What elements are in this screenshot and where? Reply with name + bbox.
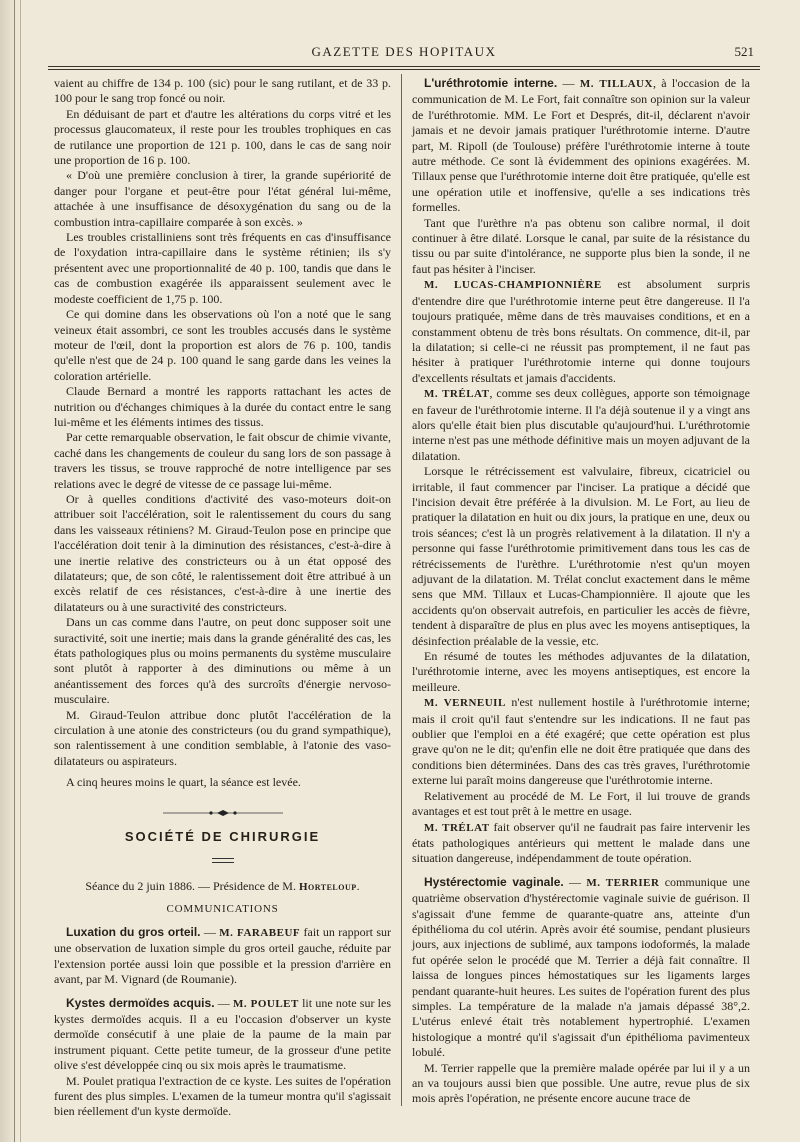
speaker-name: M. TERRIER [586,876,660,889]
paragraph: En déduisant de part et d'autre les altérations du corps vitré et les processus glaucomateux, il reste pour les troubles trophiques en cas de rutilance une proportion de 121 p. 100, dans le cas de sang noir une proportion de 16 p. 100. [54,106,391,168]
paragraph: Les troubles cristalliniens sont très fréquents en cas d'insuffisance de l'oxydation intra-capillaire dans le système rétinien; ils s'y présentent avec une proportionnalité de 40 p. 100, tandis que dans le cas de combustion exagérée ils apparaissent seulement avec le modeste coefficient de 1,75 p. 100. [54,230,391,306]
article-title: L'uréthrotomie interne. [424,76,558,90]
paragraph: « D'où une première conclusion à tirer, la grande supériorité de danger pour l'organe et peut-être pour l'état général lui-même, attachée à une insuffisance de désoxygénation du sang ou de la combustion intra-capillaire comparée à son excès. » [54,168,391,229]
header-rule-2 [48,69,760,70]
journal-title: GAZETTE DES HOPITAUX [311,44,497,59]
page-binding-edge [0,0,21,1142]
paragraph: Or à quelles conditions d'activité des vaso-moteurs doit-on attribuer soit l'accélération, soit le ralentissement du cours du sang dans les vaisseaux rétiniens? M. Giraud-Teulon pose en principe que l'accélération doit tenir à la diminution des résistances, c'est-à-dire à une inertie relative des constricteurs ou à un état opposé des dilatateurs; que, de son côté, le ralentissement doit être attribué à un excès relatif de ces résistances, c'est-à-dire à une inertie des dilatateurs ou à une suractivité des constricteurs. [54,491,391,614]
article-title: Kystes dermoïdes acquis. [66,995,215,1010]
speaker-name: M. TRÉLAT [424,821,490,834]
page-header [48,40,760,64]
speaker-name: M. LUCAS-CHAMPIONNIÈRE [424,279,602,292]
paragraph: vaient au chiffre de 134 p. 100 (sic) pour le sang rutilant, et de 33 p. 100 pour le sang trop foncé ou noir. [54,76,391,106]
paragraph-verneuil: M. VERNEUIL n'est nullement hostile à l'uréthrotomie interne; mais il croit qu'il faut s'entendre sur les indications. Il ne faut pas oublier que l'emploi en a été exagéré; que cette opération est plus grave qu'on ne le dit; qu'enfin elle ne doit être pratiquée que dans des conditions bien déterminées. Dans des cas très graves, l'uréthrotomie externe lui paraît moins dangereuse que l'uréthrotomie interne. [412,695,750,788]
president-name: Horteloup [298,881,357,894]
section-ornament [163,809,283,817]
column-separator [401,74,402,1106]
article-title: Hystérectomie vaginale. [424,874,564,889]
header-rule [48,66,760,67]
speaker-name: M. FARABEUF [219,926,301,939]
article-urethrotomie: L'uréthrotomie interne. — M. TILLAUX, à l'occasion de la communication de M. Le Fort, fait connaître son opinion sur la valeur de l'uréthrotomie. MM. Le Fort et Després, dit-il, déclarent n'avoir jamais et ne devoir jamais pratiquer l'uréthrotomie interne. D'autre part, M. Ripoll (de Toulouse) préfère l'uréthrotomie interne à toute autre méthode. Ce sont là évidemment des opinions exagérées. M. Tillaux pense que l'uréthrotomie interne doit être pratiquée, qu'elle est une opération utile et inoffensive, qu'elle a ses indications très formelles. [412,76,751,215]
speaker-name: M. VERNEUIL [424,697,506,710]
society-heading: SOCIÉTÉ DE CHIRURGIE [124,828,321,844]
paragraph: M. Terrier rappelle que la première malade opérée par lui il y a un an va toujours aussi bien que possible. Une autre, revue plus de six mois après l'opération, ne présente encore aucune trace de [412,1060,750,1106]
article-kystes: Kystes dermoïdes acquis. — M. POULET lit une note sur les kystes dermoïdes acquis. Il a eu l'occasion d'observer un kyste dermoïde consécutif à une plaie de la paume de la main par instrument piquant. Cette petite tumeur, de la grosseur d'une petite olive s'est développée cinq ou six mois après le traumatisme. [54,995,392,1073]
session-line: Séance du 2 juin 1886. — Présidence de M. Horteloup. [85,879,360,894]
paragraph: En résumé de toutes les méthodes adjuvantes de la dilatation, l'uréthrotomie interne, avec les moyens antiseptiques, est encore la meilleure. [412,649,750,694]
paragraph: Par cette remarquable observation, le fait obscur de chimie vivante, caché dans les changements de couleur du sang lors de son passage à travers les tissus, se trouve rapproché de notre intelligence par ses relations avec le degré de vitesse de ce passage lui-même. [54,430,391,491]
speaker-name: M. TRÉLAT [424,388,490,401]
paragraph: A cinq heures moins le quart, la séance est levée. [66,775,301,790]
paragraph: Claude Bernard a montré les rapports rattachant les actes de nutrition ou d'échanges chimiques à la durée du contact entre le sang lui-même et les éléments intimes des tissus. [54,384,391,429]
paragraph: Relativement au procédé de M. Le Fort, il lui trouve de grands avantages et est tout prêt à le mettre en usage. [412,788,750,819]
paragraph-trelat: M. TRÉLAT, comme ses deux collègues, apporte son témoignage en faveur de l'uréthrotomie interne. Il l'a déjà soutenue il y a vingt ans alors qu'elle était bien plus discutable qu'aujourd'hui. L'uréthrotomie interne n'est pas une méthode définitive mais un moyen adjuvant de la dilatation. [412,386,750,463]
paragraph: Ce qui domine dans les observations où l'on a noté que le sang veineux était assombri, ce sont les troubles accusés dans le système moteur de l'œil, dont la proportion est alors de 76 p. 100, tandis qu'elle n'est que de 24 p. 100 quand le sang garde dans les veines la coloration artérielle. [54,307,391,383]
paragraph-trelat-2: M. TRÉLAT fait observer qu'il ne faudrait pas faire intervenir les états pathologiques antérieurs qui mettent le malade dans une situation dangereuse, indépendamment de toute opération. [412,819,750,866]
paragraph-lucas: M. LUCAS-CHAMPIONNIÈRE est absolument surpris d'entendre dire que l'uréthrotomie interne peut être dangereuse. Il l'a toujours pratiquée, même dans de très mauvaises conditions, et en a constamment obtenu de très bons résultats. On commence, dit-il, par la dilatation; si celle-ci ne réussit pas promptement, il ne faut pas hésiter à pratiquer l'uréthrotomie interne qui donne toujours d'excellents résultats et jamais d'accidents. [412,277,750,385]
communications-heading: COMMUNICATIONS [166,902,279,915]
paragraph: Lorsque le rétrécissement est valvulaire, fibreux, cicatriciel ou irritable, il faut commencer par l'inciser. La pratique a décidé que l'incision devait être préférée à la divulsion. M. Le Fort, au lieu de pratiquer la dilatation en huit ou dix jours, la pratique en une, deux ou trois séances; c'est là un progrès relativement à la dilatation. Il n'y a personne qui fasse l'uréthrotomie primitivement dans tous les cas de rétrécissements de l'urèthre. L'uréthrotomie n'est qu'un moyen adjuvant de la dilatation. M. Trélat conclut exactement dans le même sens que MM. Tillaux et Lucas-Championnière. Il ajoute que les accidents qu'on observait autrefois, en particulier les accès de fièvre, tendent à disparaître de plus en plus avec les moyens antiseptiques, la désinfection préalable de la vessie, etc. [412,464,750,648]
right-column [412,76,750,1107]
paragraph: M. Giraud-Teulon attribue donc plutôt l'accélération de la circulation à une atonie des constricteurs (ou du grand sympathique), son ralentissement à une condition semblable, à l'atonie des vaso-dilatateurs ou aspirateurs. [54,707,391,768]
speaker-name: M. POULET [233,997,299,1010]
page-number: 521 [734,44,754,59]
paragraph: Tant que l'urèthre n'a pas obtenu son calibre normal, il doit continuer à être dilaté. Lorsque le canal, par suite de la résistance du tissu ou par suite d'intolérance, ne supporte plus bien la sonde, il ne faut pas hésiter à l'inciser. [412,215,750,276]
article-luxation: Luxation du gros orteil. — M. FARABEUF fait un rapport sur une observation de luxation simple du gros orteil gauche, réduite par l'extension portée aussi loin que possible et la pression d'arrière en avant, par M. Vignard (de Roumanie). [54,924,391,987]
paragraph: Dans un cas comme dans l'autre, on peut donc supposer soit une suractivité, soit une inertie; mais dans la grande généralité des cas, les états pathologiques plus ou moins permanents du système musculaire sont plutôt à rapporter à des diminutions ou même à un anéantissement des forces qu'à des surcroîts d'énergie nervoso-musculaire. [54,615,391,707]
article-hysterectomie: Hystérectomie vaginale. — M. TERRIER communique une quatrième observation d'hystérectomie vaginale suivie de guérison. Il s'agissait d'une femme de quarante-quatre ans, atteinte d'un épithélioma du col utérin. Après avoir été soumise, pendant plusieurs jours, aux injections de sublimé, aux tampons iodoformés, la malade fut opérée selon le procédé que M. Terrier a déjà fait connaître. Il laissa de longues pinces hémostatiques sur les ligaments larges pendant quarante-huit heures. Les suites de l'opération furent des plus simples. La température de la malade n'a jamais dépassé 38°,2. L'utérus enlevé était très notablement hypertrophié. L'examen histologique a montré qu'il s'agissait d'un épithélioma pavimenteux lobulé. [412,874,751,1060]
speaker-name: M. TILLAUX [579,78,653,90]
left-column [54,76,391,1120]
article-title: Luxation du gros orteil. [66,924,201,939]
paragraph: M. Poulet pratiqua l'extraction de ce kyste. Les suites de l'opération furent des plus simples. L'examen de la tumeur montra qu'il s'agissait bien réellement d'un kyste dermoïde. [54,1073,391,1119]
short-rule [212,858,234,863]
